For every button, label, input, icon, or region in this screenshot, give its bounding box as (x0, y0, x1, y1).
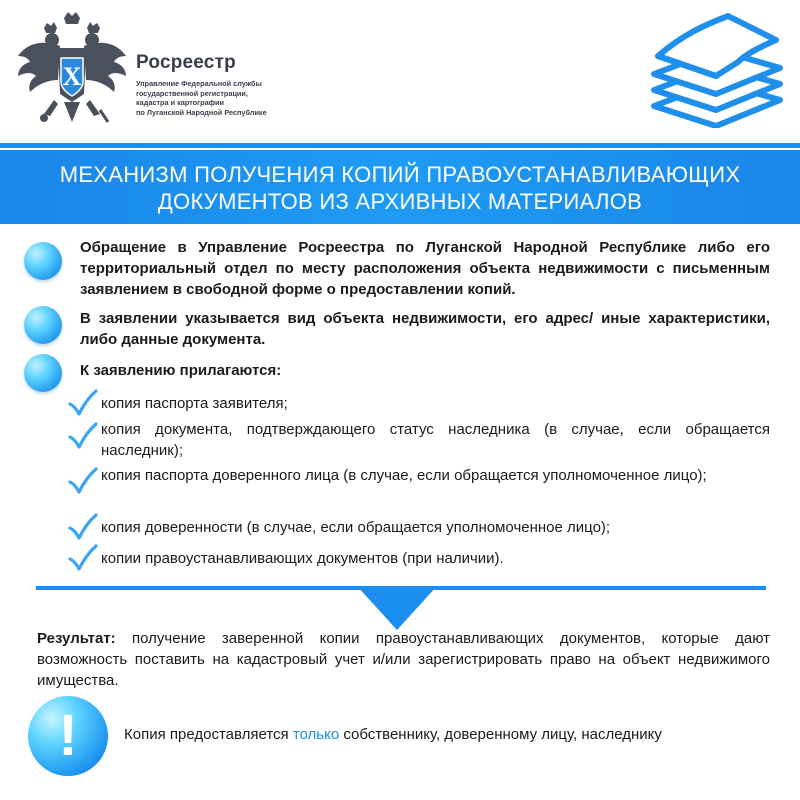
checkmark-icon (66, 512, 98, 542)
note-highlight: только (292, 726, 340, 743)
paper-stack-icon (646, 10, 786, 128)
attachment-item: копия паспорта заявителя; (101, 395, 288, 412)
header-divider (0, 143, 800, 148)
bullet-icon (24, 242, 62, 280)
attachment-item: копия доверенности (в случае, если обращается уполномоченное лицо); (101, 519, 611, 536)
title-line: ДОКУМЕНТОВ ИЗ АРХИВНЫХ МАТЕРИАЛОВ (157, 189, 643, 214)
org-subtitle-line: Управление Федеральной службы (136, 79, 262, 88)
org-subtitle-line: кадастра и картографии (136, 98, 225, 108)
attachments-heading: К заявлению прилагаются: (80, 362, 282, 379)
org-subtitle-line: по Луганской Народной Республике (136, 107, 267, 117)
step-text: В заявлении указывается вид объекта недвижимости, его адрес/ иные характеристики, либо данные документа. (80, 310, 770, 348)
double-headed-eagle-emblem-icon (14, 10, 130, 134)
exclamation-icon (28, 696, 108, 776)
title-banner (0, 150, 800, 224)
attachment-item: копии правоустанавливающих документов (при наличии). (101, 550, 504, 567)
svg-text:X: X (62, 62, 82, 91)
checkmark-icon (66, 466, 98, 496)
result-paragraph (37, 628, 770, 691)
attachment-item: копия паспорта доверенного лица (в случае, если обращается уполномоченное лицо); (101, 467, 707, 484)
checkmark-icon (66, 421, 98, 451)
note-text-after: собственнику, доверенному лицу, наследнику (339, 726, 662, 743)
org-name: Росреестр (136, 52, 236, 73)
org-subtitle (136, 79, 306, 117)
org-subtitle-line: государственной регистрации, (136, 88, 248, 98)
bullet-icon (24, 354, 62, 392)
title-line: МЕХАНИЗМ ПОЛУЧЕНИЯ КОПИЙ ПРАВОУСТАНАВЛИВАЮЩИХ (59, 162, 741, 187)
header (0, 0, 800, 140)
exclamation-mark: ! (58, 703, 78, 768)
step-text: Обращение в Управление Росреестра по Луганской Народной Республике либо его территориальный отдел по месту расположения объекта недвижимости с письменным заявлением в свободной форме о предоставлении копий. (80, 239, 770, 298)
note-text (124, 724, 770, 745)
checkmark-icon (66, 543, 98, 573)
result-text: получение заверенной копии правоустанавливающих документов, которые дают возможность поставить на кадастровый учет и/или зарегистрировать право на объект недвижимого имущества. (37, 630, 770, 689)
checkmark-icon (66, 388, 98, 418)
page-title (20, 161, 780, 215)
result-label: Результат: (37, 630, 116, 647)
note-text-before: Копия предоставляется (124, 726, 293, 743)
arrow-down-icon (357, 586, 437, 630)
bullet-icon (24, 306, 62, 344)
attachment-item: копия документа, подтверждающего статус наследника (в случае, если обращается наследник); (101, 421, 770, 459)
